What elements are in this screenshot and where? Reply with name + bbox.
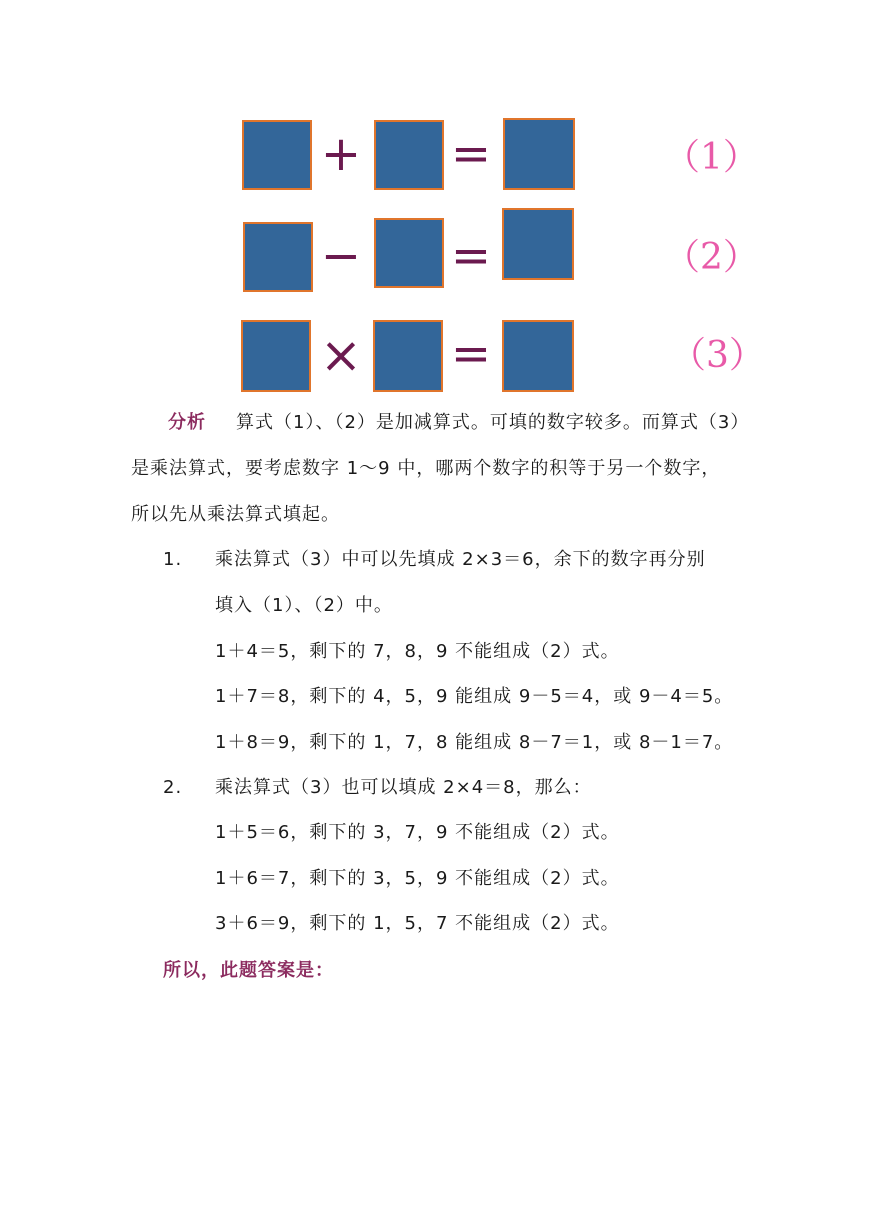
blank-box bbox=[243, 222, 313, 292]
plus-sign: + bbox=[320, 126, 362, 182]
blank-box bbox=[241, 320, 311, 392]
equals-sign: = bbox=[450, 228, 492, 284]
analysis-heading: 分析 bbox=[168, 412, 206, 433]
blank-box bbox=[502, 320, 574, 392]
blank-box bbox=[503, 118, 575, 190]
analysis-line: 是乘法算式，要考虑数字 1～9 中，哪两个数字的积等于另一个数字， bbox=[131, 458, 721, 479]
step-line: 1＋8＝9，剩下的 1，7，8 能组成 8－7＝1，或 8－1＝7。 bbox=[215, 732, 734, 753]
equals-sign: = bbox=[450, 326, 492, 382]
equals-sign: = bbox=[450, 126, 492, 182]
blank-box bbox=[373, 320, 443, 392]
equation-label: （1） bbox=[664, 137, 759, 178]
step-line: 1＋7＝8，剩下的 4，5，9 能组成 9－5＝4，或 9－4＝5。 bbox=[215, 686, 734, 707]
analysis-line: 算式（1）、（2）是加减算式。可填的数字较多。而算式（3） bbox=[236, 412, 750, 433]
conclusion-text: 所以，此题答案是： bbox=[163, 960, 334, 981]
equation-label: （3） bbox=[670, 335, 765, 376]
step-line: 1＋6＝7，剩下的 3，5，9 不能组成（2）式。 bbox=[215, 868, 620, 889]
times-sign: × bbox=[320, 326, 362, 384]
minus-sign: − bbox=[320, 228, 362, 284]
step-line: 乘法算式（3）也可以填成 2×4＝8，那么： bbox=[215, 777, 592, 798]
step-line: 填入（1）、（2）中。 bbox=[215, 595, 393, 616]
step-number: 1. bbox=[163, 549, 183, 570]
equation-label: （2） bbox=[664, 237, 759, 278]
step-line: 1＋5＝6，剩下的 3，7，9 不能组成（2）式。 bbox=[215, 822, 620, 843]
step-line: 3＋6＝9，剩下的 1，5，7 不能组成（2）式。 bbox=[215, 913, 620, 934]
blank-box bbox=[502, 208, 574, 280]
step-line: 乘法算式（3）中可以先填成 2×3＝6，余下的数字再分别 bbox=[215, 549, 706, 570]
step-line: 1＋4＝5，剩下的 7，8，9 不能组成（2）式。 bbox=[215, 641, 620, 662]
blank-box bbox=[242, 120, 312, 190]
blank-box bbox=[374, 218, 444, 288]
blank-box bbox=[374, 120, 444, 190]
step-number: 2. bbox=[163, 777, 183, 798]
analysis-line: 所以先从乘法算式填起。 bbox=[131, 504, 340, 525]
